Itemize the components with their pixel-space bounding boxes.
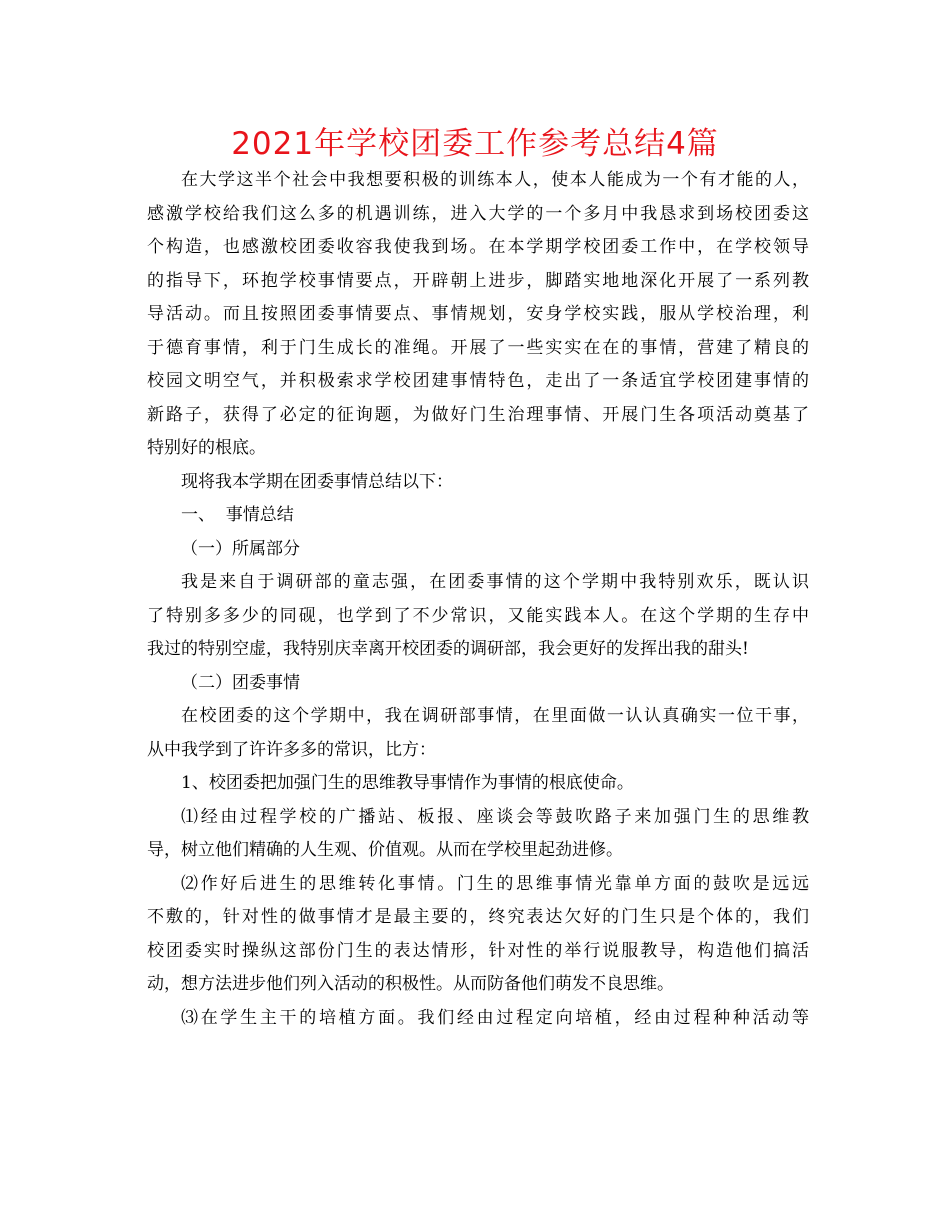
text-line: 我是来自于调研部的童志强，在团委事情的这个学期中我特别欢乐，既认识 (181, 572, 809, 592)
subsection-heading: （一）所属部分 (181, 538, 300, 559)
subsection-heading: （二）团委事情 (181, 672, 300, 693)
text-line: 了特别多多少的同砚，也学到了不少常识，又能实践本人。在这个学期的生存中 (147, 605, 809, 626)
text-line: 动，想方法进步他们列入活动的积极性。从而防备他们萌发不良思维。 (147, 974, 674, 994)
text-line: 校团委实时操纵这部份门生的表达情形，针对性的举行说服教导，构造他们搞活 (147, 940, 809, 961)
document-body (147, 164, 809, 1035)
department-paragraph (147, 566, 809, 667)
list-subitem (147, 1002, 809, 1036)
text-line: 校园文明空气，并积极索求学校团建事情特色，走出了一条适宜学校团建事情的 (147, 371, 809, 391)
list-item: 1、校团委把加强门生的思维教导事情作为事情的根底使命。 (181, 773, 634, 793)
document-title: 2021年学校团委工作参考总结4篇 (231, 126, 719, 162)
text-line: 我过的特别空虚，我特别庆幸离开校团委的调研部，我会更好的发挥出我的甜头! (147, 639, 749, 659)
intro-paragraph (147, 164, 809, 466)
text-line: 从中我学到了许许多多的常识，比方： (147, 739, 436, 760)
text-line: 不敷的，针对性的做事情才是最主要的，终究表达欠好的门生只是个体的，我们 (147, 907, 809, 927)
text-line: 于德育事情，利于门生成长的准绳。开展了一些实实在在的事情，营建了精良的 (147, 337, 809, 358)
section-heading: 一、 事情总结 (181, 505, 294, 525)
text-line: 导，树立他们精确的人生观、价值观。从而在学校里起劲进修。 (147, 840, 623, 860)
text-line: 个构造，也感激校团委收容我使我到场。在本学期学校团委工作中，在学校领导 (147, 237, 809, 257)
text-line: 导活动。而且按照团委事情要点、事情规划，安身学校实践，服从学校治理，利 (147, 304, 809, 324)
summary-intro-line: 现将我本学期在团委事情总结以下： (181, 471, 453, 492)
text-line: ⑶在学生主干的培植方面。我们经由过程定向培植，经由过程种种活动等 (181, 1007, 809, 1028)
text-line: 在大学这半个社会中我想要积极的训练本人，使本人能成为一个有才能的人， (181, 170, 809, 190)
text-line: ⑵作好后进生的思维转化事情。门生的思维事情光靠单方面的鼓吹是远远 (181, 873, 809, 894)
list-subitem (147, 868, 809, 1002)
text-line: 的指导下，环抱学校事情要点，开辟朝上进步，脚踏实地地深化开展了一系列教 (147, 270, 809, 291)
text-line: 特别好的根底。 (147, 438, 266, 458)
work-paragraph (147, 700, 809, 767)
list-subitem (147, 801, 809, 868)
text-line: 感激学校给我们这么多的机遇训练，进入大学的一个多月中我恳求到场校团委这 (147, 203, 809, 224)
text-line: 在校团委的这个学期中，我在调研部事情，在里面做一认认真确实一位干事， (181, 706, 809, 726)
text-line: 新路子，获得了必定的征询题，为做好门生治理事情、开展门生各项活动奠基了 (147, 404, 809, 425)
text-line: ⑴经由过程学校的广播站、板报、座谈会等鼓吹路子来加强门生的思维教 (181, 806, 809, 827)
